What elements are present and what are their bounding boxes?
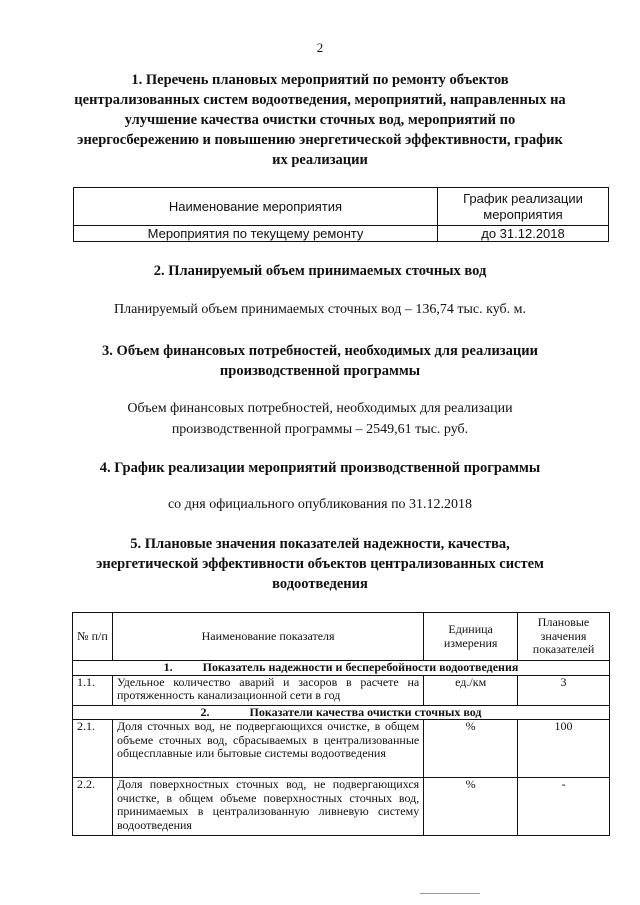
section1-title-line: их реализации	[272, 152, 368, 168]
section3-title-line: 3. Объем финансовых потребностей, необходимых для реализации	[102, 343, 538, 359]
indicators-col-num-header: № п/п	[73, 613, 113, 661]
row-num: 1.1.	[73, 675, 113, 705]
indicators-col-unit-header: Единица измерения	[424, 613, 518, 661]
indicators-col-name-header: Наименование показателя	[112, 613, 423, 661]
row-value: -	[518, 778, 610, 836]
group1-num: 1.	[163, 660, 173, 674]
row-unit: %	[424, 778, 518, 836]
section1-title-line: улучшение качества очистки сточных вод, мероприятий по	[124, 112, 516, 128]
section3-title	[0, 341, 640, 381]
section5-title-line: энергетической эффективности объектов централизованных систем	[96, 556, 544, 572]
indicators-table	[72, 612, 610, 836]
measures-col-schedule-header: График реализации мероприятия	[438, 188, 609, 226]
section3-text	[0, 398, 640, 440]
section1-title-line: 1. Перечень плановых мероприятий по ремонту объектов	[131, 72, 509, 88]
group1-header	[73, 661, 610, 676]
row-value: 3	[518, 675, 610, 705]
table-row	[73, 778, 610, 836]
section2-title: 2. Планируемый объем принимаемых сточных вод	[153, 263, 487, 279]
group2-title: Показатели качества очистки сточных вод	[249, 704, 482, 719]
table-row	[73, 720, 610, 778]
measures-row-name: Мероприятия по текущему ремонту	[74, 226, 438, 242]
signature-mark	[420, 893, 480, 894]
section4-title: 4. График реализации мероприятий производственной программы	[99, 460, 541, 476]
row-value: 100	[518, 720, 610, 778]
section2-text: Планируемый объем принимаемых сточных вод – 136,74 тыс. куб. м.	[113, 302, 526, 317]
row-num: 2.2.	[73, 778, 113, 836]
measures-table	[73, 187, 609, 242]
section5-title	[0, 534, 640, 594]
table-row	[73, 675, 610, 705]
section5-title-line: водоотведения	[272, 576, 368, 592]
group2-num: 2.	[200, 704, 210, 719]
section1-title	[0, 70, 640, 170]
row-num: 2.1.	[73, 720, 113, 778]
indicators-col-value-header: Плановые значения показателей	[518, 613, 610, 661]
measures-col-name-header: Наименование мероприятия	[74, 188, 438, 226]
row-indicator-name: Доля поверхностных сточных вод, не подвергающихся очистке, в общем объеме поверхностных сточных вод, принимаемых в централизованную ливневую систему водоотведения	[112, 778, 423, 836]
section1-title-line: энергосбережению и повышению энергетической эффективности, график	[77, 132, 563, 148]
section1-title-line: централизованных систем водоотведения, мероприятий, направленных на	[74, 92, 566, 108]
row-unit: ед./км	[424, 675, 518, 705]
measures-row-date: до 31.12.2018	[438, 226, 609, 242]
page-number: 2	[316, 40, 324, 55]
group1-title: Показатель надежности и бесперебойности водоотведения	[202, 660, 519, 674]
row-indicator-name: Доля сточных вод, не подвергающихся очистке, в общем объеме сточных вод, сбрасываемых в централизованные общесплавные или бытовые системы водоотведения	[112, 720, 423, 778]
row-unit: %	[424, 720, 518, 778]
group2-header	[73, 705, 610, 720]
section3-title-line: производственной программы	[219, 363, 421, 379]
section5-title-line: 5. Плановые значения показателей надежности, качества,	[130, 536, 510, 552]
section4-text: со дня официального опубликования по 31.12.2018	[167, 497, 473, 512]
section3-text-line: Объем финансовых потребностей, необходимых для реализации	[127, 401, 513, 416]
row-indicator-name: Удельное количество аварий и засоров в расчете на протяженность канализационной сети в год	[112, 675, 423, 705]
section3-text-line: производственной программы – 2549,61 тыс. руб.	[171, 422, 469, 437]
